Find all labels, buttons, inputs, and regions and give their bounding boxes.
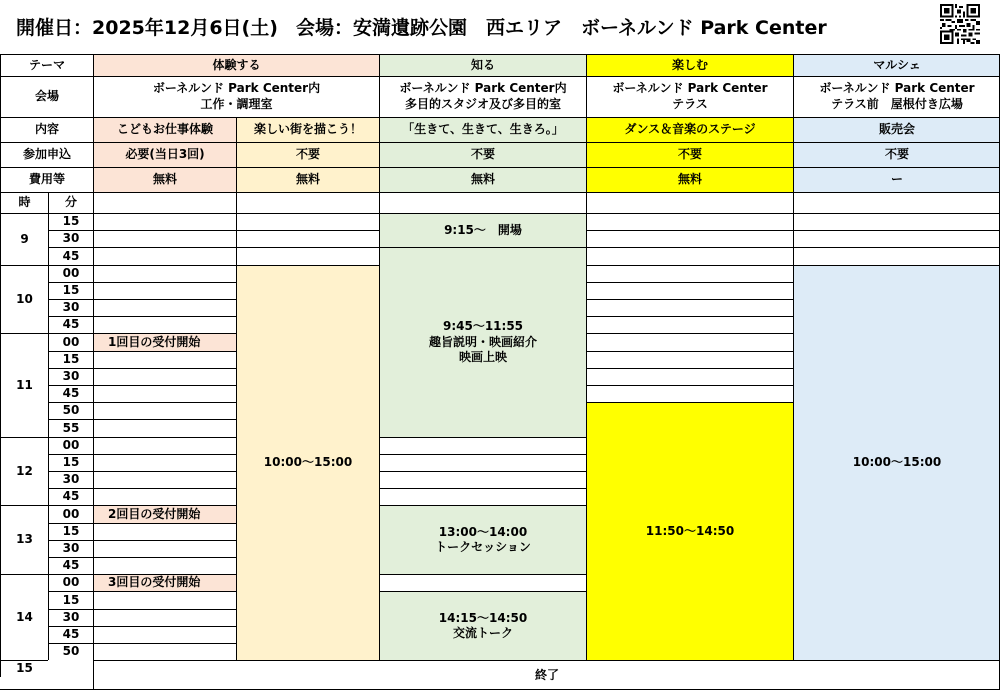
minute-label: 30 <box>48 230 93 247</box>
minute-label: 15 <box>48 591 93 608</box>
minute-label: 15 <box>48 523 93 540</box>
minute-label: 45 <box>48 557 93 574</box>
time-slot <box>93 419 236 436</box>
time-slot <box>93 282 236 299</box>
minute-label: 15 <box>48 282 93 299</box>
label-minute: 分 <box>48 192 93 213</box>
time-slot <box>586 299 793 316</box>
minute-label: 45 <box>48 316 93 333</box>
time-slot <box>93 265 236 282</box>
label-fee: 費用等 <box>0 167 93 192</box>
exchange-talk-event: 14:15～14:50 交流トーク <box>379 591 586 660</box>
minute-label: 30 <box>48 540 93 557</box>
time-slot <box>93 299 236 316</box>
hour-label: 11 <box>0 333 48 436</box>
time-slot <box>586 316 793 333</box>
time-slot <box>793 230 1000 247</box>
minute-label: 30 <box>48 368 93 385</box>
apply-kids-work: 必要(当日3回) <box>93 142 236 167</box>
time-slot <box>586 351 793 368</box>
time-slot <box>379 471 586 488</box>
reception-second: 2回目の受付開始 <box>93 505 236 522</box>
time-slot <box>586 368 793 385</box>
hour-label: 12 <box>0 437 48 506</box>
time-slot <box>93 368 236 385</box>
apply-draw-town: 不要 <box>236 142 379 167</box>
minute-label: 50 <box>48 643 93 660</box>
hour-label: 14 <box>0 574 48 660</box>
minute-label: 15 <box>48 213 93 230</box>
label-apply: 参加申込 <box>0 142 93 167</box>
blank-cell <box>379 192 586 213</box>
theme-know: 知る <box>379 54 586 76</box>
time-slot <box>93 385 236 402</box>
minute-label: 15 <box>48 351 93 368</box>
time-slot <box>93 609 236 626</box>
apply-marche: 不要 <box>793 142 1000 167</box>
time-slot <box>93 402 236 419</box>
hour-label: 9 <box>0 213 48 265</box>
time-slot <box>379 454 586 471</box>
venue-know: ボーネルンド Park Center内 多目的スタジオ及び多目的室 <box>379 76 586 117</box>
time-slot <box>236 247 379 264</box>
talk-session-event: 13:00～14:00 トークセッション <box>379 505 586 574</box>
label-venue: 会場 <box>0 76 93 117</box>
event-date: 開催日：2025年12月6日(土) <box>16 17 278 39</box>
venue-marche: ボーネルンド Park Center テラス前 屋根付き広場 <box>793 76 1000 117</box>
time-slot <box>793 247 1000 264</box>
content-sale: 販売会 <box>793 117 1000 142</box>
time-slot <box>93 523 236 540</box>
venue-enjoy: ボーネルンド Park Center テラス <box>586 76 793 117</box>
minute-label: 55 <box>48 419 93 436</box>
fee-draw-town: 無料 <box>236 167 379 192</box>
hour-label: 15 <box>0 660 48 677</box>
fee-marche: ー <box>793 167 1000 192</box>
time-slot <box>93 557 236 574</box>
fee-know: 無料 <box>379 167 586 192</box>
apply-know: 不要 <box>379 142 586 167</box>
marche-period: 10:00～15:00 <box>793 265 1000 661</box>
time-slot <box>236 230 379 247</box>
draw-town-period: 10:00～15:00 <box>236 265 379 661</box>
theme-enjoy: 楽しむ <box>586 54 793 76</box>
blank-cell <box>93 192 236 213</box>
label-theme: テーマ <box>0 54 93 76</box>
time-slot <box>93 316 236 333</box>
time-slot <box>93 591 236 608</box>
fee-kids-work: 無料 <box>93 167 236 192</box>
time-slot <box>236 213 379 230</box>
content-kids-work: こどもお仕事体験 <box>93 117 236 142</box>
minute-label: 45 <box>48 385 93 402</box>
minute-label: 00 <box>48 437 93 454</box>
label-hour: 時 <box>0 192 48 213</box>
time-slot <box>586 385 793 402</box>
time-slot <box>793 213 1000 230</box>
minute-label: 45 <box>48 626 93 643</box>
minute-label: 45 <box>48 247 93 264</box>
content-draw-town: 楽しい街を描こう！ <box>236 117 379 142</box>
opening-event: 9:15～ 開場 <box>379 213 586 247</box>
minute-label: 30 <box>48 299 93 316</box>
content-live: 「生きて、生きて、生きろ。」 <box>379 117 586 142</box>
apply-enjoy: 不要 <box>586 142 793 167</box>
time-slot <box>93 230 236 247</box>
fee-enjoy: 無料 <box>586 167 793 192</box>
time-slot <box>93 471 236 488</box>
minute-label: 00 <box>48 333 93 350</box>
time-slot <box>93 213 236 230</box>
blank-cell <box>236 192 379 213</box>
time-slot <box>93 643 236 660</box>
time-slot <box>586 247 793 264</box>
hour-label: 13 <box>0 505 48 574</box>
minute-label: 00 <box>48 574 93 591</box>
blank-cell <box>586 192 793 213</box>
minute-label: 30 <box>48 471 93 488</box>
screening-event: 9:45～11:55 趣旨説明・映画紹介 映画上映 <box>379 247 586 436</box>
theme-marche: マルシェ <box>793 54 1000 76</box>
label-content: 内容 <box>0 117 93 142</box>
time-slot <box>379 574 586 591</box>
time-slot <box>93 247 236 264</box>
venue-experience: ボーネルンド Park Center内 工作・調理室 <box>93 76 379 117</box>
minute-label: 00 <box>48 505 93 522</box>
content-dance: ダンス＆音楽のステージ <box>586 117 793 142</box>
time-slot <box>586 230 793 247</box>
time-slot <box>93 437 236 454</box>
time-slot <box>93 540 236 557</box>
hour-label: 10 <box>0 265 48 334</box>
time-slot <box>379 437 586 454</box>
minute-label: 30 <box>48 609 93 626</box>
time-slot <box>586 213 793 230</box>
theme-experience: 体験する <box>93 54 379 76</box>
time-slot <box>586 265 793 282</box>
minute-label: 45 <box>48 488 93 505</box>
stage-period: 11:50～14:50 <box>586 402 793 660</box>
time-slot <box>93 454 236 471</box>
minute-label: 15 <box>48 454 93 471</box>
time-slot <box>93 488 236 505</box>
end-row: 終了 <box>93 660 1000 690</box>
reception-third: 3回目の受付開始 <box>93 574 236 591</box>
minute-label: 00 <box>48 265 93 282</box>
minute-label: 50 <box>48 402 93 419</box>
event-venue: 会場：安満遺跡公園 西エリア ボーネルンド Park Center <box>296 17 827 39</box>
time-slot <box>379 488 586 505</box>
time-slot <box>93 351 236 368</box>
reception-first: 1回目の受付開始 <box>93 333 236 350</box>
time-slot <box>93 626 236 643</box>
time-slot <box>586 333 793 350</box>
time-slot <box>586 282 793 299</box>
blank-cell <box>793 192 1000 213</box>
